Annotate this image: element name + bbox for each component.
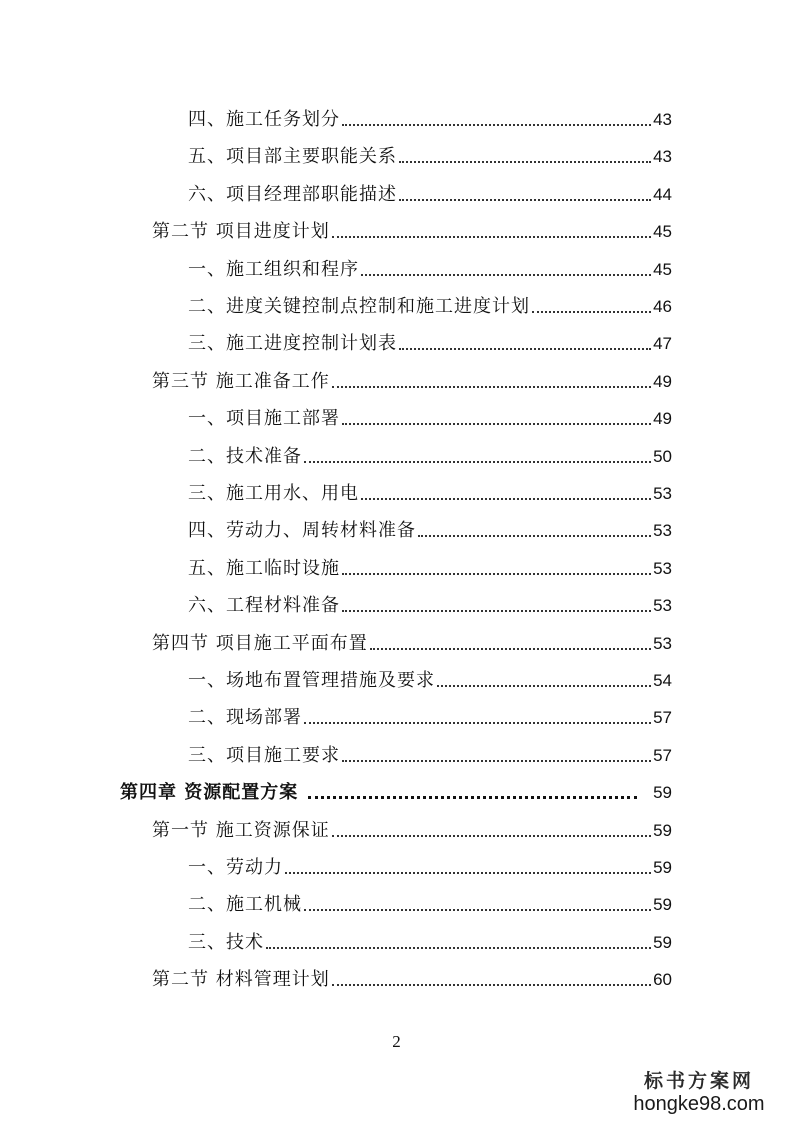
toc-entry[interactable] [188,404,672,430]
toc-leader-dots [342,610,651,612]
toc-entry[interactable] [188,703,672,729]
toc-entry-page: 53 [653,484,672,503]
toc-entry-title: 三、项目施工要求 [188,744,340,766]
toc-leader-dots [332,386,651,388]
toc-leader-dots [361,274,651,276]
toc-entry-title: 第二节 项目进度计划 [152,221,330,243]
toc-entry-page: 43 [653,147,672,167]
toc-leader-dots [332,236,651,238]
toc-entry-page: 46 [653,297,672,316]
toc-leader-dots [304,722,651,724]
toc-entry-page: 59 [653,820,672,840]
toc-entry-title: 第一节 施工资源保证 [152,819,330,841]
toc-entry[interactable] [188,329,672,355]
toc-leader-dots [332,835,651,837]
toc-entry-page: 49 [653,409,672,429]
toc-leader-dots [304,461,651,463]
toc-entry-title: 一、场地布置管理措施及要求 [188,670,435,691]
toc-entry-page: 45 [653,259,672,279]
toc-entry-title: 一、劳动力 [188,857,283,878]
toc-entry[interactable] [188,516,672,542]
toc-entry-title: 四、劳动力、周转材料准备 [188,520,416,542]
toc-entry[interactable] [152,965,672,991]
toc-leader-dots [342,124,651,126]
toc-entry[interactable] [188,853,672,879]
toc-leader-dots [437,685,651,687]
toc-entry-title: 三、技术 [188,931,264,953]
toc-leader-dots [370,648,651,650]
toc-leader-dots [285,872,651,874]
toc-entry-page: 44 [653,184,672,204]
toc-entry-page: 53 [653,558,672,578]
toc-leader-dots [532,311,651,313]
toc-leader-dots [332,984,651,986]
toc-entry-page: 59 [653,783,672,803]
watermark-chinese: 标书方案网 [643,1071,754,1092]
toc-entry-title: 三、施工用水、用电 [188,483,359,504]
toc-entry[interactable] [188,292,672,318]
toc-leader-dots [342,423,651,425]
toc-leader-dots [342,760,651,762]
toc-entry[interactable] [120,778,672,804]
toc-entry[interactable] [188,554,672,580]
toc-entry-title: 六、项目经理部职能描述 [188,183,397,205]
toc-leader-dots [361,498,651,500]
toc-leader-dots [304,909,651,911]
toc-entry[interactable] [188,442,672,468]
toc-entry[interactable] [188,741,672,767]
toc-entry[interactable] [188,255,672,281]
page-number: 2 [392,1032,401,1051]
toc-entry-page: 53 [653,633,672,653]
toc-entry[interactable] [188,142,672,168]
toc-leader-dots [399,348,651,350]
toc-entry-title: 第二节 材料管理计划 [152,969,330,991]
toc-entry-page: 50 [653,446,672,466]
toc-leader-dots [399,161,651,163]
toc-entry-title: 五、施工临时设施 [188,557,340,579]
toc-entry-page: 59 [653,858,672,877]
toc-entry-title: 二、技术准备 [188,445,302,467]
toc-entry-page: 60 [653,970,672,990]
toc-entry[interactable] [152,367,672,393]
toc-entry-title: 二、进度关键控制点控制和施工进度计划 [188,296,530,317]
toc-entry-title: 第四章 资源配置方案 [120,782,299,804]
toc-entry-page: 57 [653,708,672,728]
toc-entry-title: 四、施工任务划分 [188,109,340,130]
toc-entry[interactable] [152,217,672,243]
toc-entry[interactable] [188,479,672,505]
toc-entry-page: 49 [653,371,672,391]
watermark-logo [619,1066,779,1116]
toc-entry-page: 53 [653,596,672,616]
watermark-url: hongke98.com [633,1093,765,1115]
toc-entry-title: 一、项目施工部署 [188,408,340,430]
toc-entry-title: 六、工程材料准备 [188,595,340,617]
toc-entry-page: 59 [653,932,672,952]
toc-entry-page: 57 [653,745,672,765]
toc-entry[interactable] [188,591,672,617]
toc-entry[interactable] [188,890,672,916]
toc-entry-page: 59 [653,895,672,915]
toc-leader-dots [418,535,651,537]
toc-entry-page: 53 [653,521,672,541]
toc-entry-title: 一、施工组织和程序 [188,258,359,280]
toc-entry[interactable] [152,629,672,655]
toc-entry-title: 三、施工进度控制计划表 [188,333,397,355]
toc-leader-dots [342,573,651,575]
toc-entry[interactable] [188,105,672,131]
toc-leader-dots [266,947,651,949]
toc-entry[interactable] [152,816,672,842]
toc-entry-title: 二、施工机械 [188,894,302,916]
toc-entry-title: 二、现场部署 [188,707,302,729]
toc-entry[interactable] [188,666,672,692]
toc-entry-page: 47 [653,334,672,354]
toc-entry-page: 43 [653,110,672,129]
toc-entry[interactable] [188,928,672,954]
toc-entry-page: 54 [653,671,672,690]
toc-entry-page: 45 [653,222,672,242]
toc-entry[interactable] [188,180,672,206]
toc-entry-title: 第四节 项目施工平面布置 [152,632,368,654]
toc-entry-title: 第三节 施工准备工作 [152,370,330,392]
toc-entry-title: 五、项目部主要职能关系 [188,146,397,168]
toc-leader-dots [399,199,651,201]
toc-leader-dots [308,796,637,799]
